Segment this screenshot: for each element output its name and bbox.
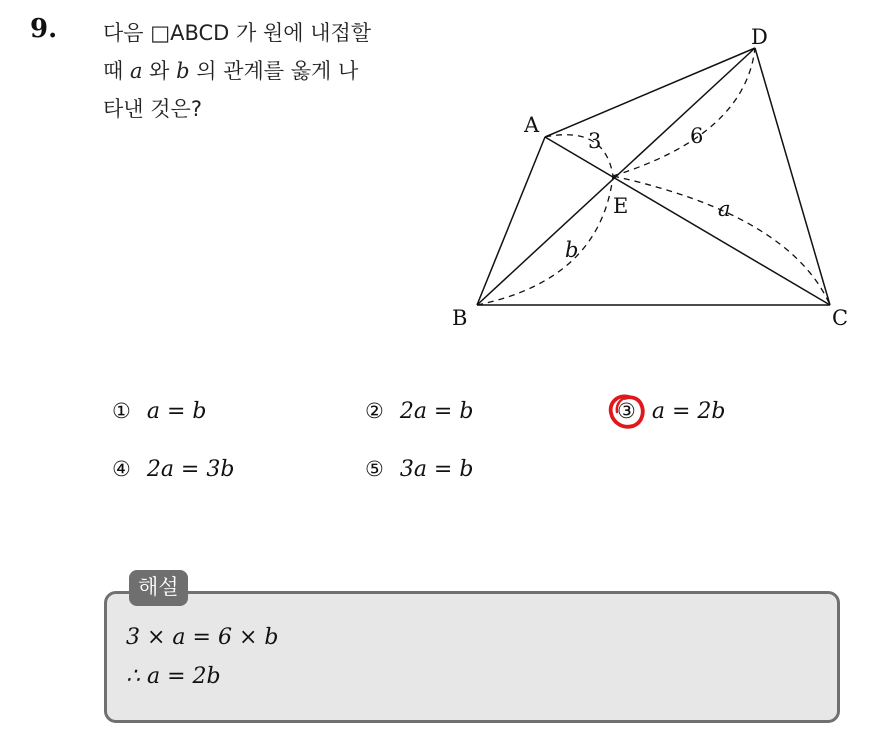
point-label-e: E [613, 194, 629, 218]
question-line-2: 때 a 와 b 의 관계를 옳게 나 [103, 59, 359, 83]
choice-1[interactable]: ① a = b [112, 399, 207, 424]
question-number: 9. [30, 14, 58, 44]
length-label-3: 3 [588, 129, 602, 153]
choice-4[interactable]: ④ 2a = 3b [112, 457, 235, 482]
side-cd [755, 48, 830, 305]
solution-tag: 해설 [129, 570, 188, 606]
choice-5[interactable]: ⑤ 3a = b [365, 457, 474, 482]
point-label-d: D [751, 25, 768, 49]
side-da [545, 48, 755, 137]
diagonal-ac [545, 137, 830, 305]
cyclic-quadrilateral-figure [440, 20, 870, 340]
choice-2[interactable]: ② 2a = b [365, 399, 474, 424]
question-text [103, 14, 443, 128]
solution-line-2: ∴ a = 2b [126, 664, 221, 689]
length-label-b: b [565, 238, 579, 262]
arc-ae [545, 135, 613, 176]
solution-box [104, 591, 840, 723]
point-label-c: C [832, 306, 849, 330]
side-ab [477, 137, 545, 305]
question-line-3: 타낸 것은? [103, 97, 202, 121]
answer-circle-mark [607, 393, 647, 431]
question-line-1: 다음 □ABCD 가 원에 내접할 [103, 21, 372, 45]
solution-line-1: 3 × a = 6 × b [126, 625, 279, 650]
point-label-b: B [452, 306, 468, 330]
choice-3[interactable]: ③ a = 2b [617, 399, 726, 424]
length-label-6: 6 [690, 124, 704, 148]
point-label-a: A [524, 113, 540, 137]
length-label-a: a [718, 197, 731, 221]
